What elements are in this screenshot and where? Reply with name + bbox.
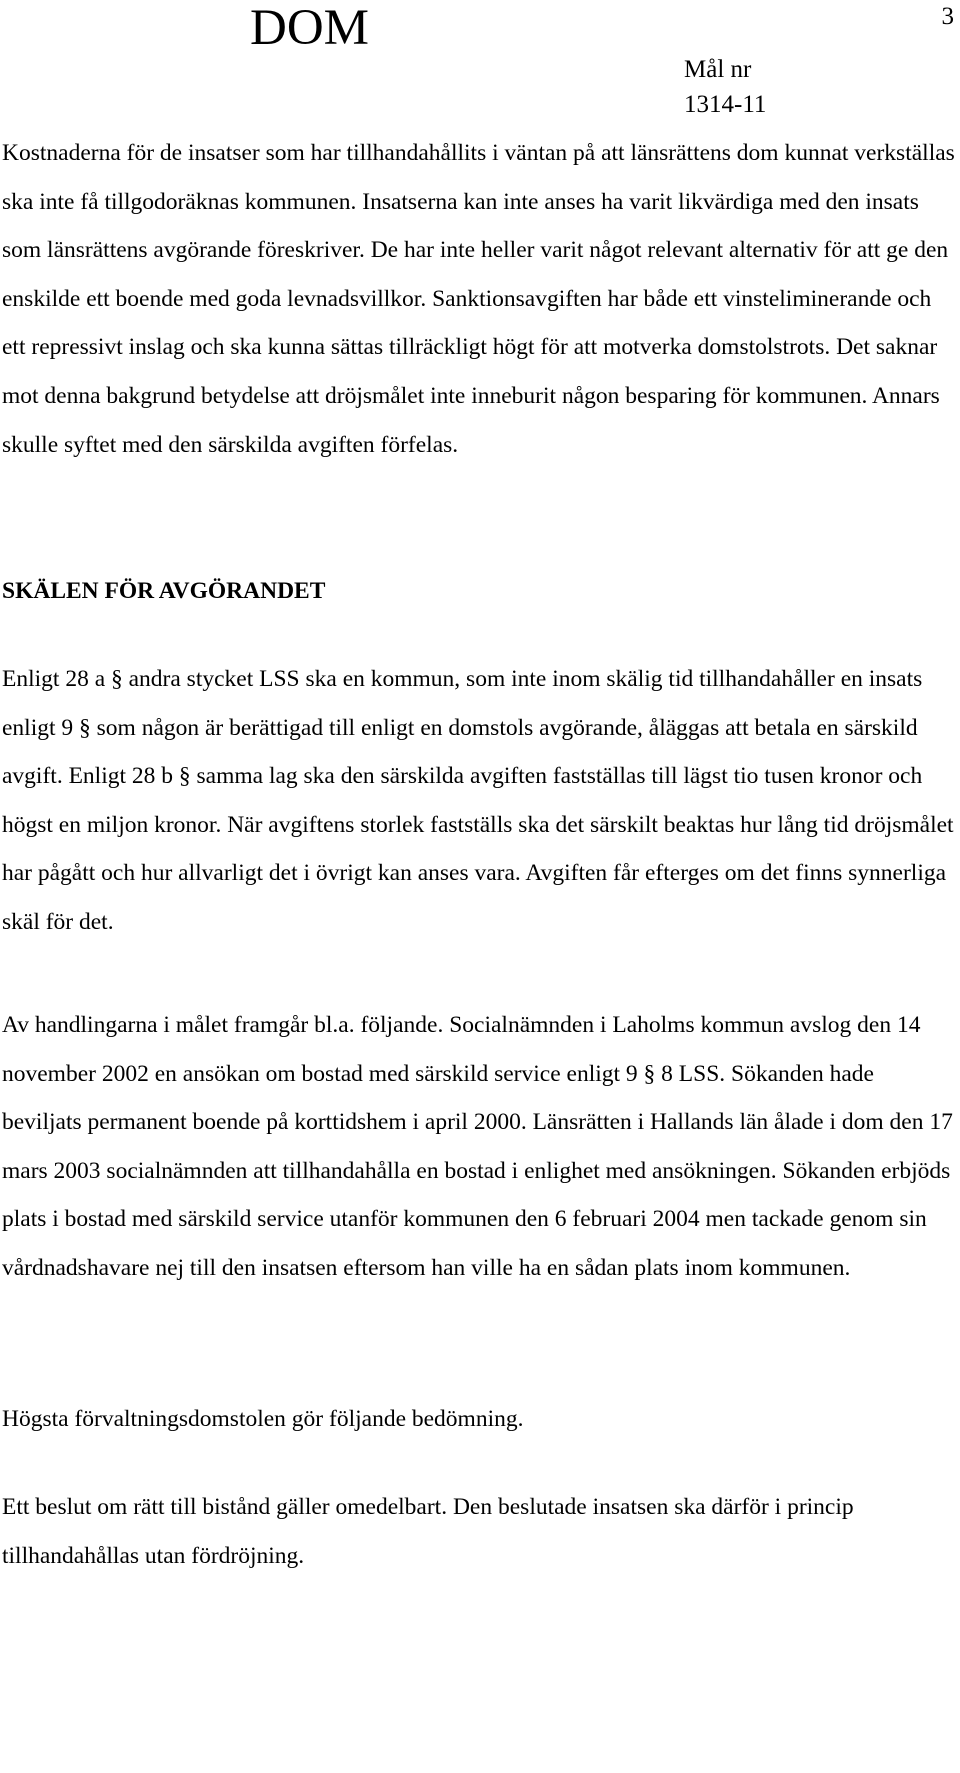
page-number: 3 bbox=[941, 3, 954, 30]
paragraph-immediate-effect: Ett beslut om rätt till bistånd gäller omedelbart. Den beslutade insatsen ska därför i princip tillhandahållas utan fördröjning. bbox=[2, 1494, 854, 1569]
case-number-label: Mål nr bbox=[684, 56, 752, 83]
paragraph-case-facts: Av handlingarna i målet framgår bl.a. följande. Socialnämnden i Laholms kommun avslog den 14 november 2002 en ansökan om bostad med särskild service enligt 9 § 8 LSS. Sökanden hade beviljats permanent boende på korttidshem i april 2000. Länsrätten i Hallands län ålade i dom den 17 mars 2003 socialnämnden att tillhandahålla en bostad i enlighet med ansökningen. Sökanden erbjöds plats i bostad med särskild service utanför kommunen den 6 februari 2004 men tackade genom sin vårdnadshavare nej till den insatsen eftersom han ville ha en sådan plats inom kommunen. bbox=[2, 1012, 953, 1281]
paragraph-assessment-intro: Högsta förvaltningsdomstolen gör följande bedömning. bbox=[2, 1406, 524, 1432]
document-title: DOM bbox=[250, 0, 370, 56]
paragraph-legal-basis: Enligt 28 a § andra stycket LSS ska en kommun, som inte inom skälig tid tillhandahåller en insats enligt 9 § som någon är berättigad till enligt en domstols avgörande, åläggas att betala en särskild avgift. Enligt 28 b § samma lag ska den särskilda avgiften fastställas till lägst tio tusen kronor och högst en miljon kronor. När avgiftens storlek fastställs ska det särskilt beaktas hur lång tid dröjsmålet har pågått och hur allvarligt det i övrigt kan anses vara. Avgiften får efterges om det finns synnerliga skäl för det. bbox=[2, 666, 954, 935]
section-heading: SKÄLEN FÖR AVGÖRANDET bbox=[2, 578, 326, 604]
case-number: 1314-11 bbox=[684, 91, 767, 118]
paragraph-costs: Kostnaderna för de insatser som har tillhandahållits i väntan på att länsrättens dom kunnat verkställas ska inte få tillgodoräknas kommunen. Insatserna kan inte anses ha varit likvärdiga med den insats som länsrättens avgörande föreskriver. De har inte heller varit något relevant alternativ för att ge den enskilde ett boende med goda levnadsvillkor. Sanktionsavgiften har både ett vinsteliminerande och ett repressivt inslag och ska kunna sättas tillräckligt högt för att motverka domstolstrots. Det saknar mot denna bakgrund betydelse att dröjsmålet inte inneburit någon besparing för kommunen. Annars skulle syftet med den särskilda avgiften förfelas. bbox=[2, 140, 955, 458]
